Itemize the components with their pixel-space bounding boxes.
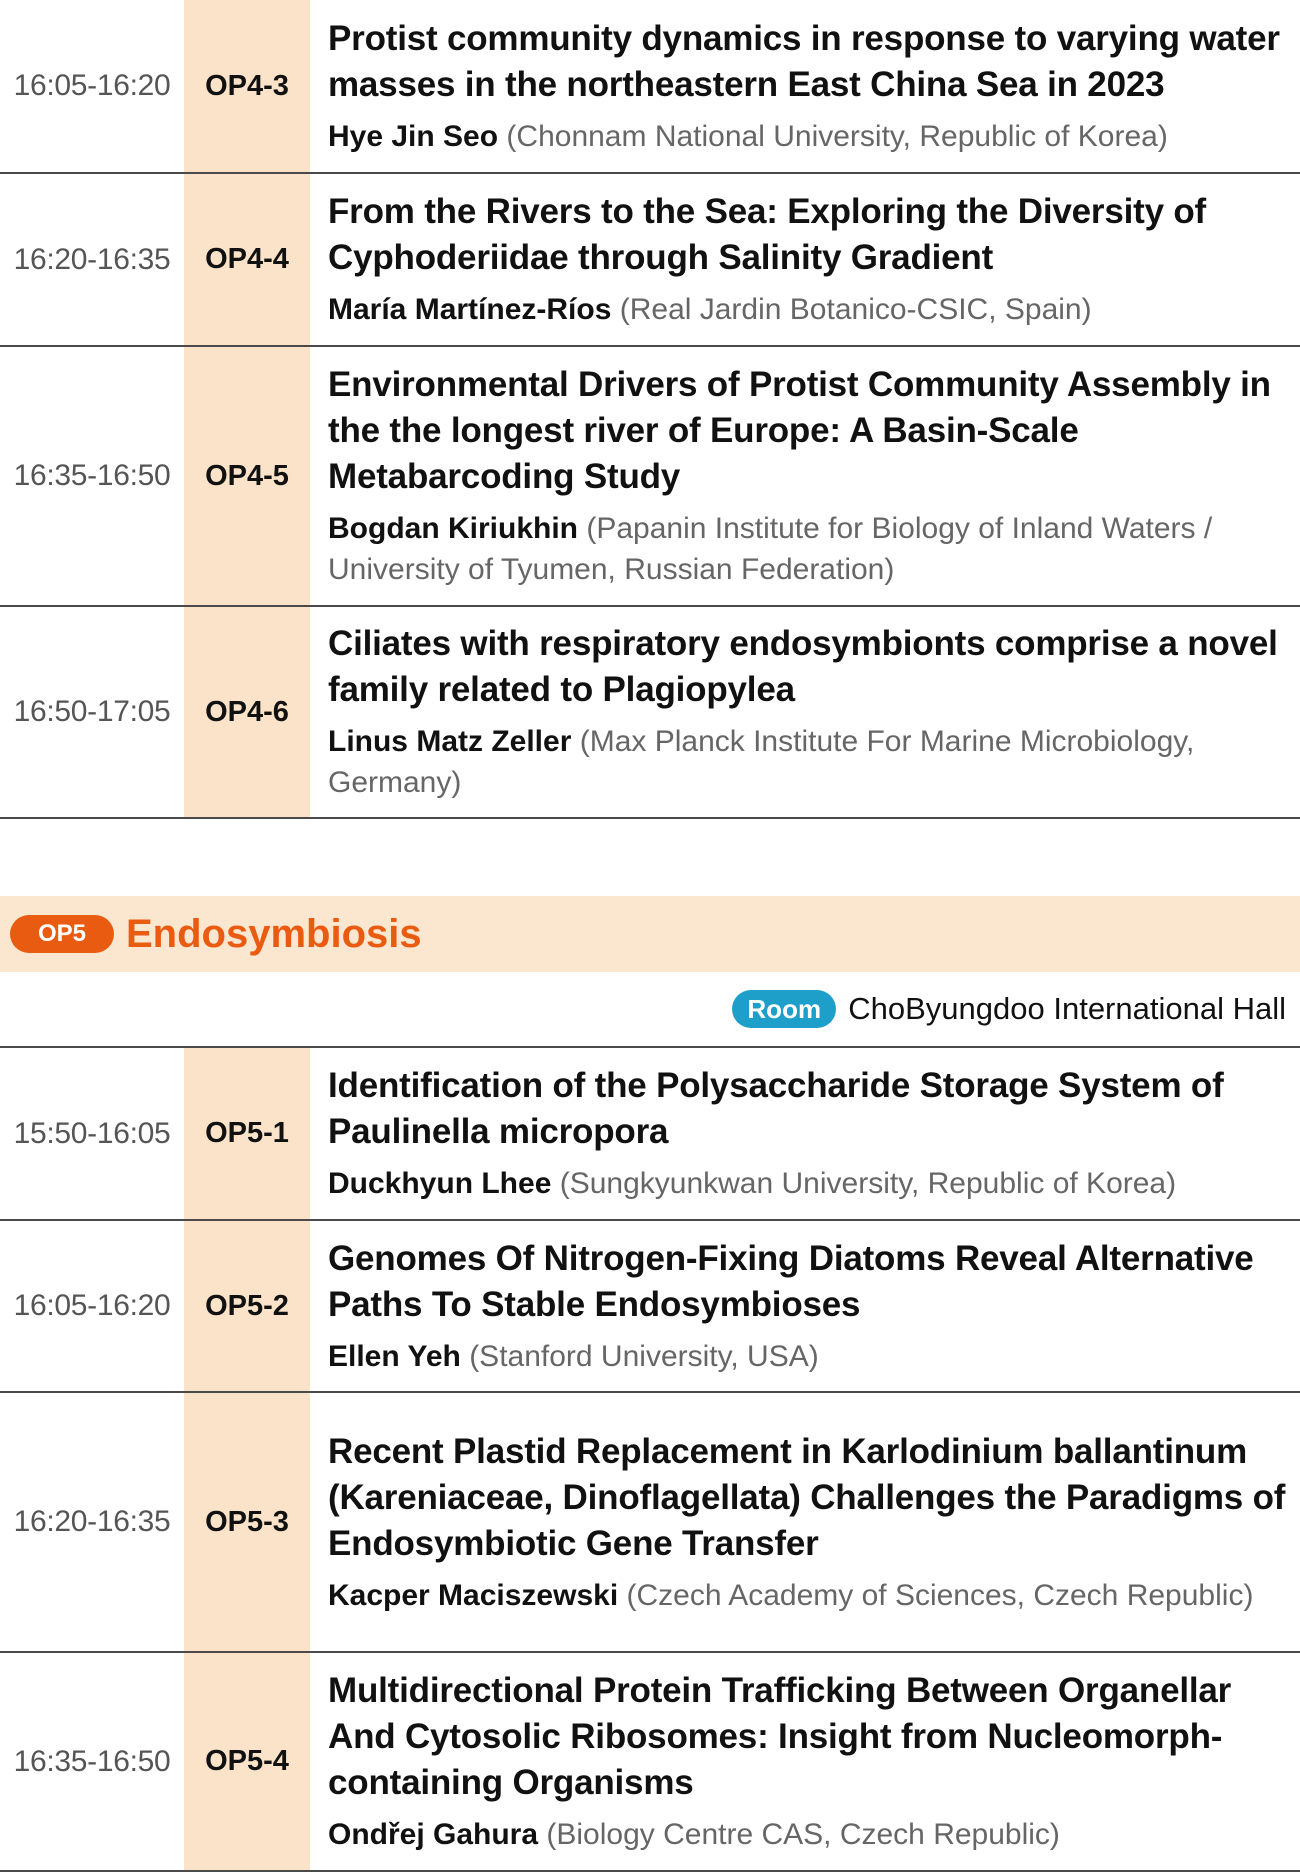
talk-row bbox=[0, 1048, 1300, 1221]
talk-time: 16:20-16:35 bbox=[13, 242, 171, 276]
talk-author: Duckhyun Lhee bbox=[328, 1167, 552, 1200]
talk-content bbox=[310, 1393, 1300, 1651]
talk-row bbox=[0, 607, 1300, 819]
talk-author: Linus Matz Zeller bbox=[328, 725, 572, 758]
op5-talk-list bbox=[0, 1048, 1300, 1872]
talk-author-line bbox=[328, 116, 1296, 157]
talk-title: Protist community dynamics in response to varying water masses in the northeastern East China Sea in 2023 bbox=[328, 18, 1280, 104]
talk-author-line bbox=[328, 508, 1296, 590]
talk-author: Hye Jin Seo bbox=[328, 119, 499, 153]
talk-affiliation: (Sungkyunkwan University, Republic of Korea) bbox=[551, 1167, 1177, 1200]
talk-author-line bbox=[328, 1163, 1296, 1204]
talk-time: 15:50-16:05 bbox=[13, 1116, 171, 1150]
talk-affiliation: (Czech Academy of Sciences, Czech Republic) bbox=[618, 1578, 1254, 1612]
talk-affiliation: (Papanin Institute for Biology of Inland Waters / University of Tyumen, Russian Federation) bbox=[328, 512, 1213, 586]
talk-content bbox=[310, 347, 1300, 605]
talk-code: OP4-5 bbox=[184, 347, 310, 605]
talk-content bbox=[310, 174, 1300, 345]
talk-author-line bbox=[328, 1336, 1296, 1377]
talk-code: OP5-2 bbox=[184, 1221, 310, 1391]
talk-affiliation: (Real Jardin Botanico-CSIC, Spain) bbox=[611, 293, 1092, 326]
talk-code: OP5-4 bbox=[184, 1653, 310, 1870]
talk-content bbox=[310, 1048, 1300, 1219]
talk-author-line bbox=[328, 1814, 1296, 1855]
talk-affiliation: (Chonnam National University, Republic of Korea) bbox=[498, 119, 1168, 153]
talk-author: María Martínez-Ríos bbox=[328, 293, 612, 326]
talk-affiliation: (Stanford University, USA) bbox=[460, 1339, 819, 1373]
talk-row bbox=[0, 347, 1300, 607]
talk-content bbox=[310, 0, 1300, 172]
talk-author: Ellen Yeh bbox=[328, 1339, 461, 1373]
talk-title: Identification of the Polysaccharide Storage System of Paulinella micropora bbox=[328, 1066, 1224, 1151]
talk-affiliation: (Max Planck Institute For Marine Microbiology, Germany) bbox=[328, 725, 1195, 799]
talk-row bbox=[0, 174, 1300, 347]
talk-row bbox=[0, 1653, 1300, 1872]
talk-row bbox=[0, 1221, 1300, 1393]
talk-title: Recent Plastid Replacement in Karlodinium ballantinum (Kareniaceae, Dinoflagellata) Challenges the Paradigms of Endosymbiotic Gene Transfer bbox=[328, 1431, 1286, 1563]
room-badge: Room bbox=[732, 990, 836, 1028]
talk-row bbox=[0, 0, 1300, 174]
talk-row bbox=[0, 1393, 1300, 1653]
talk-author-line bbox=[328, 289, 1296, 330]
talk-author-line bbox=[328, 721, 1296, 803]
session-badge: OP5 bbox=[10, 915, 114, 953]
talk-author: Ondřej Gahura bbox=[328, 1818, 539, 1851]
talk-content bbox=[310, 1221, 1300, 1391]
talk-time: 16:05-16:20 bbox=[13, 69, 171, 102]
op4-talk-list bbox=[0, 0, 1300, 819]
talk-code: OP4-4 bbox=[184, 174, 310, 345]
talk-code: OP4-6 bbox=[184, 607, 310, 817]
talk-title: Genomes Of Nitrogen-Fixing Diatoms Reveal Alternative Paths To Stable Endosymbioses bbox=[328, 1238, 1254, 1324]
talk-title: Ciliates with respiratory endosymbionts comprise a novel family related to Plagiopylea bbox=[328, 624, 1278, 709]
talk-content bbox=[310, 607, 1300, 817]
room-info bbox=[0, 972, 1300, 1048]
talk-code: OP4-3 bbox=[184, 0, 310, 172]
talk-code: OP5-3 bbox=[184, 1393, 310, 1651]
talk-time: 16:35-16:50 bbox=[13, 1744, 171, 1778]
talk-title: From the Rivers to the Sea: Exploring the Diversity of Cyphoderiidae through Salinity Gradient bbox=[328, 192, 1206, 277]
talk-code: OP5-1 bbox=[184, 1048, 310, 1219]
session-title: Endosymbiosis bbox=[126, 911, 422, 956]
talk-author-line bbox=[328, 1575, 1296, 1616]
talk-content bbox=[310, 1653, 1300, 1870]
talk-time: 16:20-16:35 bbox=[13, 1505, 171, 1538]
talk-time: 16:05-16:20 bbox=[13, 1289, 171, 1322]
talk-author: Kacper Maciszewski bbox=[328, 1578, 619, 1612]
talk-title: Multidirectional Protein Trafficking Between Organellar And Cytosolic Ribosomes: Insight from Nucleomorph-containing Organisms bbox=[328, 1671, 1232, 1802]
talk-time: 16:50-17:05 bbox=[13, 695, 171, 728]
talk-affiliation: (Biology Centre CAS, Czech Republic) bbox=[538, 1818, 1060, 1851]
talk-author: Bogdan Kiriukhin bbox=[328, 512, 578, 545]
talk-time: 16:35-16:50 bbox=[13, 459, 171, 492]
talk-title: Environmental Drivers of Protist Community Assembly in the the longest river of Europe: A Basin-Scale Metabarcoding Study bbox=[328, 365, 1271, 496]
room-name: ChoByungdoo International Hall bbox=[848, 991, 1286, 1026]
session-header bbox=[0, 896, 1300, 972]
